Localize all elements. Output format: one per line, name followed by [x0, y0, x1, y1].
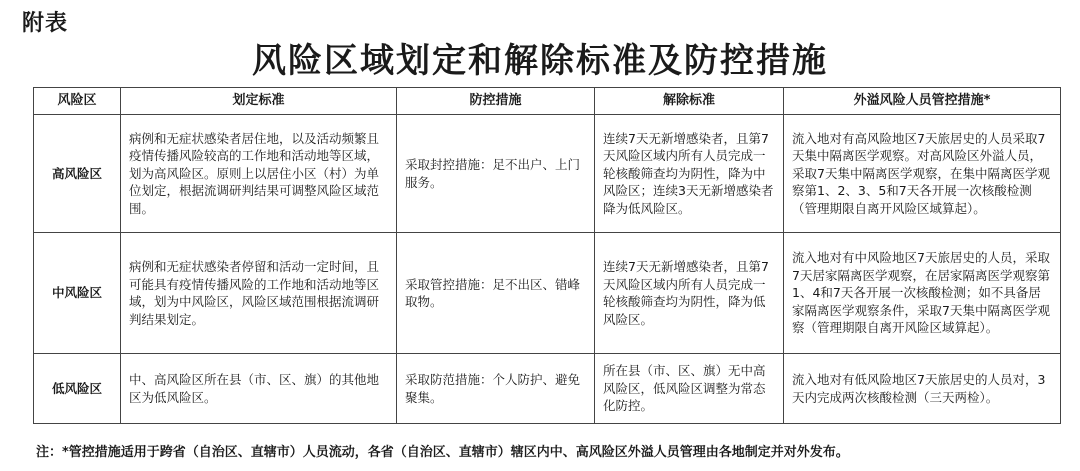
- appendix-label: 附表: [22, 11, 69, 36]
- lifting-cell: 连续7天无新增感染者，且第7天风险区域内所有人员完成一轮核酸筛查均为阴性，降为中风险区；连续3天无新增感染者降为低风险区。: [595, 115, 784, 233]
- header-measures: 防控措施: [397, 88, 595, 115]
- criteria-cell: 中、高风险区所在县（市、区、旗）的其他地区为低风险区。: [121, 354, 397, 424]
- criteria-cell: 病例和无症状感染者停留和活动一定时间，且可能具有疫情传播风险的工作地和活动地等区域，划为中风险区，风险区域范围根据流调研判结果划定。: [121, 233, 397, 354]
- header-spillover: 外溢风险人员管控措施*: [784, 88, 1061, 115]
- measures-cell: 采取防范措施：个人防护、避免聚集。: [397, 354, 595, 424]
- table-row-high-risk: [34, 115, 1061, 233]
- criteria-cell: 病例和无症状感染者居住地，以及活动频繁且疫情传播风险较高的工作地和活动地等区域，划为高风险区。原则上以居住小区（村）为单位划定，根据流调研判结果可调整风险区域范围。: [121, 115, 397, 233]
- lifting-cell: 连续7天无新增感染者，且第7天风险区域内所有人员完成一轮核酸筛查均为阴性，降为低风险区。: [595, 233, 784, 354]
- spillover-cell: 流入地对有高风险地区7天旅居史的人员采取7天集中隔离医学观察。对高风险区外溢人员，采取7天集中隔离医学观察，在集中隔离医学观察第1、2、3、5和7天各开展一次核酸检测（管理期限自离开风险区域算起）。: [784, 115, 1061, 233]
- risk-standards-table: [33, 87, 1061, 424]
- lifting-cell: 所在县（市、区、旗）无中高风险区，低风险区调整为常态化防控。: [595, 354, 784, 424]
- document-title: 风险区域划定和解除标准及防控措施: [252, 41, 828, 81]
- risk-level-cell: 高风险区: [34, 115, 121, 233]
- measures-cell: 采取封控措施：足不出户、上门服务。: [397, 115, 595, 233]
- spillover-cell: 流入地对有中风险地区7天旅居史的人员，采取7天居家隔离医学观察，在居家隔离医学观察第1、4和7天各开展一次核酸检测；如不具备居家隔离医学观察条件，采取7天集中隔离医学观察（管理期限自离开风险区域算起）。: [784, 233, 1061, 354]
- spillover-cell: 流入地对有低风险地区7天旅居史的人员对，3天内完成两次核酸检测（三天两检）。: [784, 354, 1061, 424]
- risk-level-cell: 中风险区: [34, 233, 121, 354]
- table-header-row: [34, 88, 1061, 115]
- header-risk-area: 风险区: [34, 88, 121, 115]
- footnote: 注：*管控措施适用于跨省（自治区、直辖市）人员流动，各省（自治区、直辖市）辖区内中、高风险区外溢人员管理由各地制定并对外发布。: [36, 445, 849, 460]
- measures-cell: 采取管控措施：足不出区、错峰取物。: [397, 233, 595, 354]
- risk-level-cell: 低风险区: [34, 354, 121, 424]
- header-lifting: 解除标准: [595, 88, 784, 115]
- table-row-low-risk: [34, 354, 1061, 424]
- table-row-medium-risk: [34, 233, 1061, 354]
- header-criteria: 划定标准: [121, 88, 397, 115]
